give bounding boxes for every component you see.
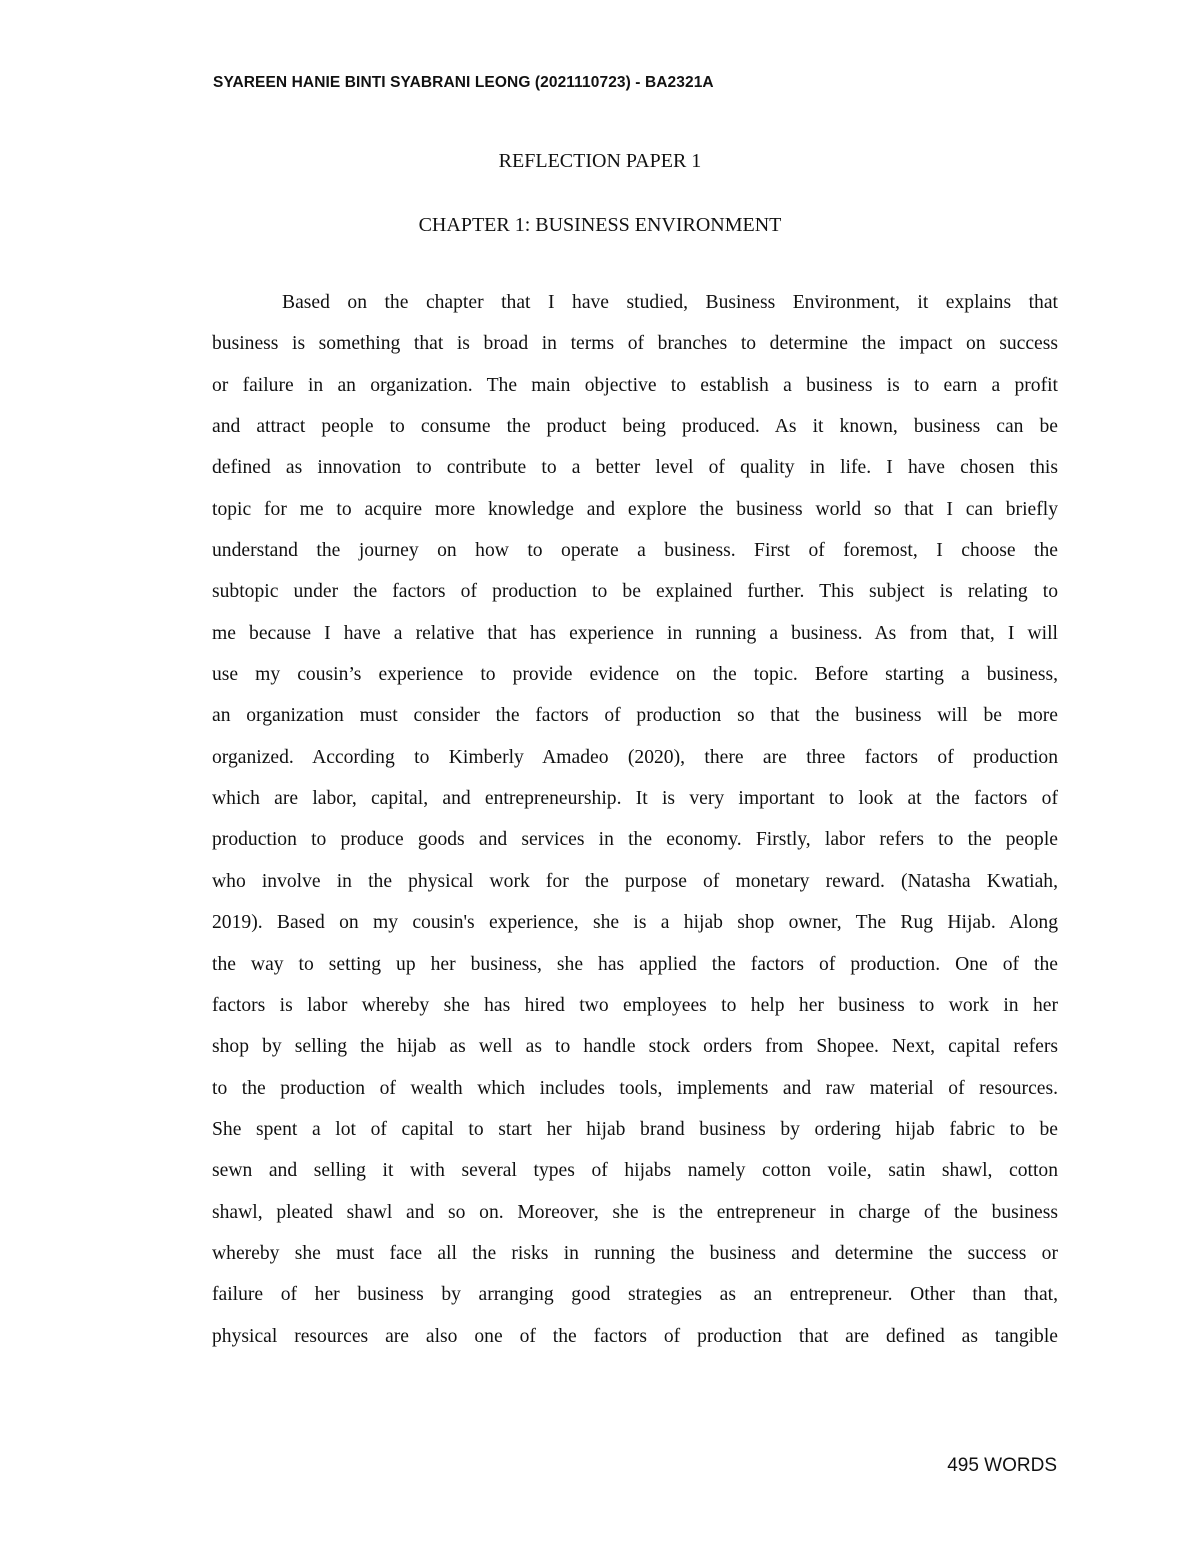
paragraph-line: topic for me to acquire more knowledge and explore the business world so that I can briefly <box>212 498 1058 520</box>
paragraph-line: me because I have a relative that has experience in running a business. As from that, I will <box>212 622 1058 644</box>
paragraph-line: shawl, pleated shawl and so on. Moreover, she is the entrepreneur in charge of the business <box>212 1201 1058 1223</box>
paragraph-line: organized. According to Kimberly Amadeo (2020), there are three factors of production <box>212 746 1058 768</box>
paragraph-line: an organization must consider the factors of production so that the business will be more <box>212 705 1058 727</box>
paragraph-line: whereby she must face all the risks in running the business and determine the success or <box>212 1242 1058 1264</box>
paragraph-line: physical resources are also one of the factors of production that are defined as tangible <box>212 1325 1058 1347</box>
chapter-title: CHAPTER 1: BUSINESS ENVIRONMENT <box>418 214 782 236</box>
paragraph-line: shop by selling the hijab as well as to handle stock orders from Shopee. Next, capital refers <box>212 1036 1058 1058</box>
paragraph-line: failure of her business by arranging good strategies as an entrepreneur. Other than that, <box>212 1284 1058 1306</box>
author-header: SYAREEN HANIE BINTI SYABRANI LEONG (2021110723) - BA2321A <box>213 74 714 91</box>
paragraph-line: Based on the chapter that I have studied, Business Environment, it explains that <box>282 292 1058 313</box>
paragraph-line: who involve in the physical work for the purpose of monetary reward. (Natasha Kwatiah, <box>212 870 1058 892</box>
paragraph-line: sewn and selling it with several types of hijabs namely cotton voile, satin shawl, cotton <box>212 1160 1058 1182</box>
paragraph-line: to the production of wealth which includes tools, implements and raw material of resources. <box>212 1077 1058 1099</box>
paragraph-line: defined as innovation to contribute to a better level of quality in life. I have chosen this <box>212 457 1058 479</box>
paragraph-line: 2019). Based on my cousin's experience, she is a hijab shop owner, The Rug Hijab. Along <box>212 912 1058 934</box>
paragraph-line: or failure in an organization. The main objective to establish a business is to earn a profit <box>212 374 1058 396</box>
paragraph-line: the way to setting up her business, she has applied the factors of production. One of the <box>212 953 1058 975</box>
paragraph-line: which are labor, capital, and entrepreneurship. It is very important to look at the factors of <box>212 788 1058 810</box>
body-paragraph <box>212 282 1058 1357</box>
paragraph-line: factors is labor whereby she has hired two employees to help her business to work in her <box>212 994 1058 1016</box>
paragraph-line: and attract people to consume the product being produced. As it known, business can be <box>212 416 1058 438</box>
paragraph-line: business is something that is broad in terms of branches to determine the impact on success <box>212 333 1058 355</box>
paragraph-line: She spent a lot of capital to start her hijab brand business by ordering hijab fabric to be <box>212 1118 1058 1140</box>
paper-title: REFLECTION PAPER 1 <box>498 150 702 172</box>
paragraph-line: production to produce goods and services in the economy. Firstly, labor refers to the people <box>212 829 1058 851</box>
paragraph-line: understand the journey on how to operate a business. First of foremost, I choose the <box>212 540 1058 562</box>
paragraph-line: use my cousin’s experience to provide evidence on the topic. Before starting a business, <box>212 664 1058 686</box>
word-count: 495 WORDS <box>947 1455 1057 1476</box>
paragraph-line: subtopic under the factors of production to be explained further. This subject is relating to <box>212 581 1058 603</box>
